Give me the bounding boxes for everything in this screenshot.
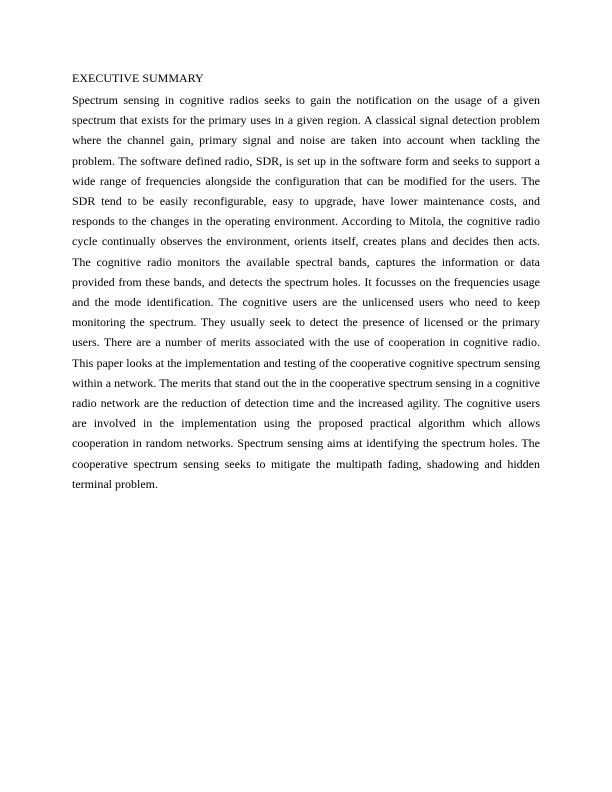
section-heading: EXECUTIVE SUMMARY xyxy=(72,71,204,85)
document-content xyxy=(72,70,540,494)
body-paragraph: Spectrum sensing in cognitive radios seeks to gain the notification on the usage of a given spectrum that exists for the primary uses in a given region. A classical signal detection problem where the channel gain, primary signal and noise are taken into account when tackling the problem. The software defined radio, SDR, is set up in the software form and seeks to support a wide range of frequencies alongside the configuration that can be modified for the users. The SDR tend to be easily reconfigurable, easy to upgrade, have lower maintenance costs, and responds to the changes in the operating environment. According to Mitola, the cognitive radio cycle continually observes the environment, orients itself, creates plans and decides then acts. The cognitive radio monitors the available spectral bands, captures the information or data provided from these bands, and detects the spectrum holes. It focusses on the frequencies usage and the mode identification. The cognitive users are the unlicensed users who need to keep monitoring the spectrum. They usually seek to detect the presence of licensed or the primary users. There are a number of merits associated with the use of cooperation in cognitive radio. This paper looks at the implementation and testing of the cooperative cognitive spectrum sensing within a network. The merits that stand out the in the cooperative spectrum sensing in a cognitive radio network are the reduction of detection time and the increased agility. The cognitive users are involved in the implementation using the proposed practical algorithm which allows cooperation in random networks. Spectrum sensing aims at identifying the spectrum holes. The cooperative spectrum sensing seeks to mitigate the multipath fading, shadowing and hidden terminal problem. xyxy=(72,93,540,491)
